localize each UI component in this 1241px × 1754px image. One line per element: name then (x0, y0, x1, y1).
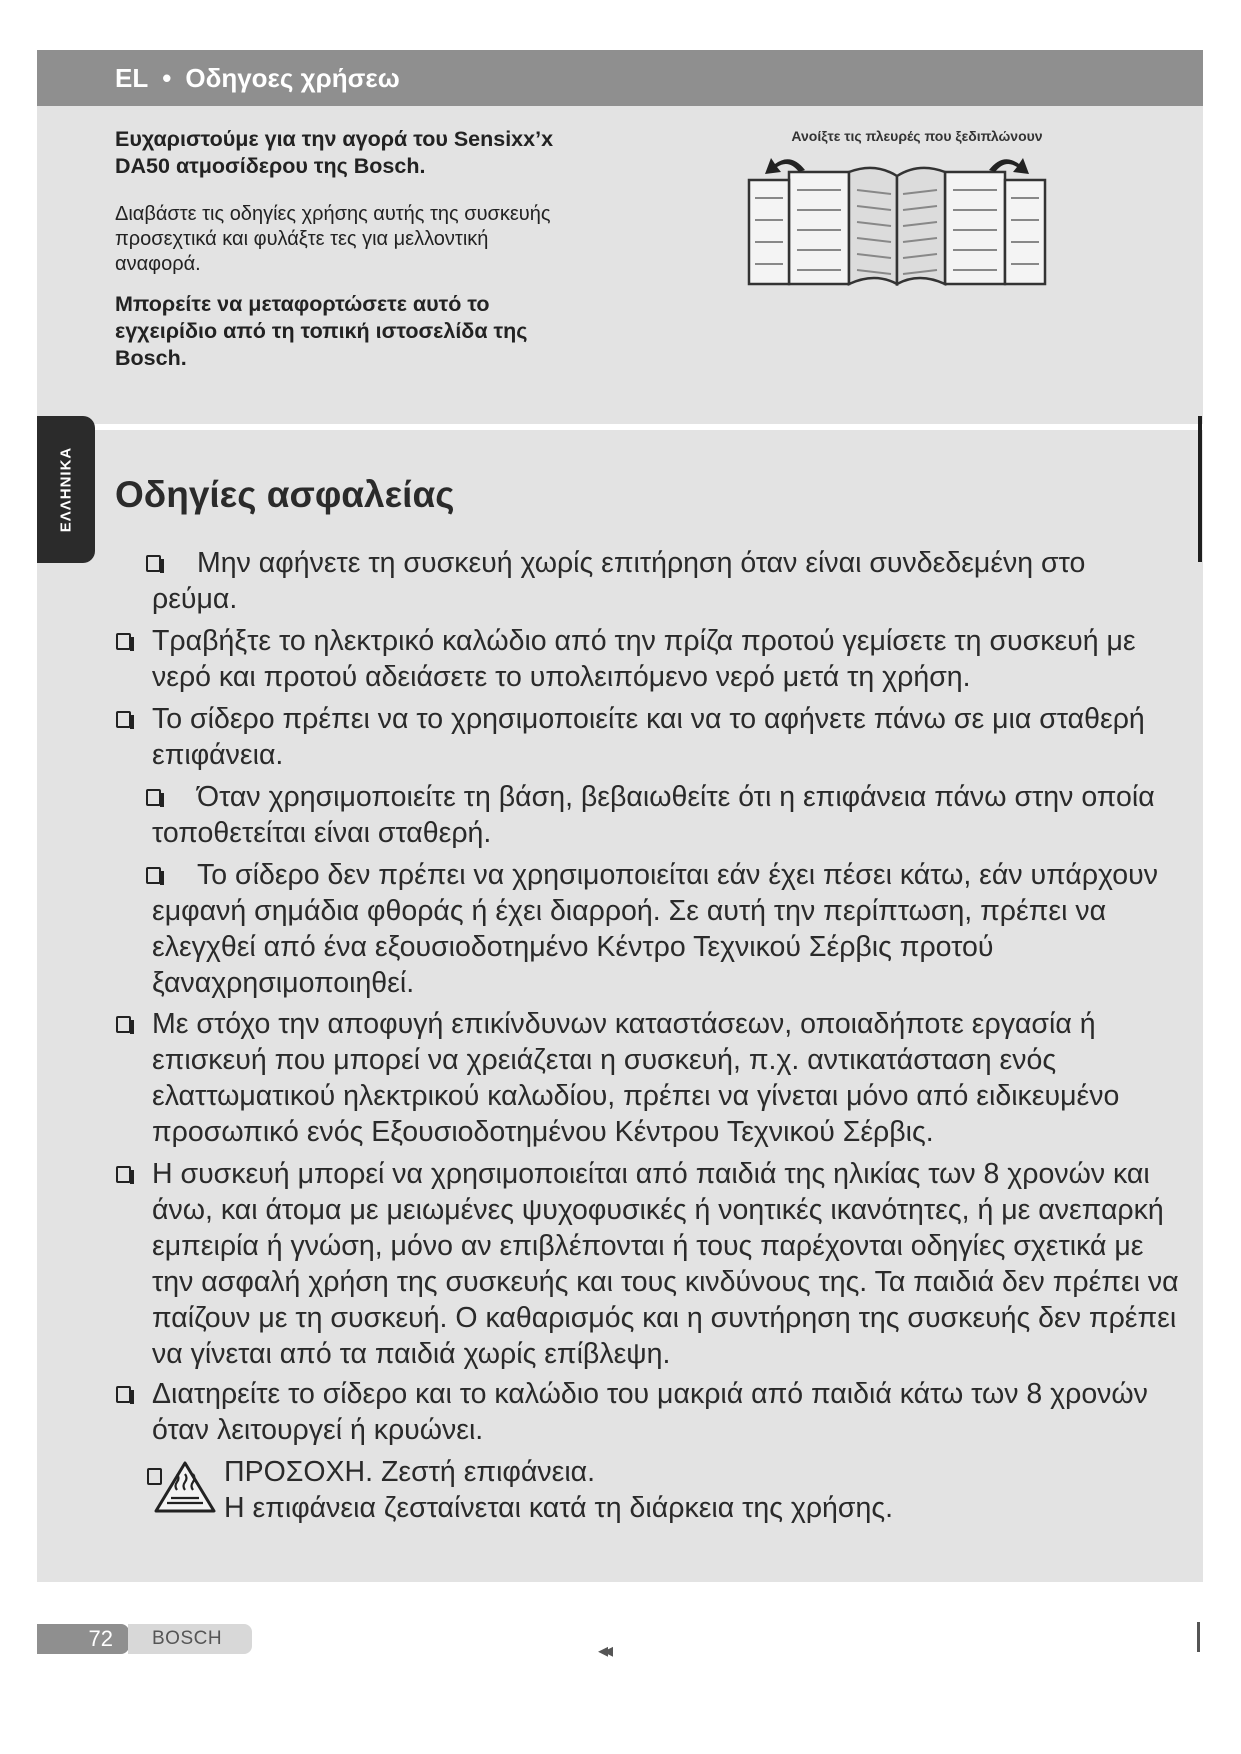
header-separator: • (162, 62, 172, 93)
list-item-text: Με στόχο την αποφυγή επικίνδυνων καταστάσεων, οποιαδήποτε εργασία ή επισκευή που μπορεί να χρειάζεται η συσκευή, π.χ. αντικατάσταση ενός ελαττωματικού ηλεκτρικού καλωδίου, πρέπει να γίνεται μόνο από ειδικευμένο προσωπικό ενός Εξουσιοδοτημένου Κέντρου Τεχνικού Σέρβις. (152, 1008, 1120, 1148)
checkbox-bullet-icon (116, 1386, 131, 1403)
header-bar (37, 50, 1203, 106)
hot-surface-warning-icon (153, 1460, 217, 1514)
list-item-text: Το σίδερο δεν πρέπει να χρησιμοποιείται εάν έχει πέσει κάτω, εάν υπάρχουν εμφανή σημάδια φθοράς ή έχει διαρροή. Σε αυτή την περίπτωση, πρέπει να ελεγχθεί από ένα εξουσιοδοτημένο Κέντρο Τεχνικού Σέρβις προτού ξαναχρησιμοποιηθεί. (152, 859, 1158, 999)
checkbox-bullet-icon (116, 1166, 131, 1183)
list-item (152, 623, 1162, 695)
intro-panel (37, 106, 1203, 424)
checkbox-bullet-icon (146, 867, 161, 884)
intro-download: Μπορείτε να μεταφορτώσετε αυτό το εγχειρίδιο από τη τοπική ιστοσελίδα της Bosch. (115, 292, 528, 370)
unfolding-booklet-icon (747, 150, 1047, 290)
checkbox-bullet-icon (116, 711, 131, 728)
list-item-text: Διατηρείτε το σίδερο και το καλώδιο του μακριά από παιδιά κάτω των 8 χρονών όταν λειτουργεί ή κρυώνει. (152, 1378, 1148, 1446)
side-language-tab (37, 416, 95, 563)
header-title: Οδηγοες χρήσεω (185, 62, 400, 93)
warning-text: Η επιφάνεια ζεσταίνεται κατά τη διάρκεια της χρήσης. (224, 1492, 893, 1524)
checkbox-bullet-icon (116, 633, 131, 650)
right-edge-marker (1198, 416, 1202, 562)
intro-thanks: Ευχαριστούμε για την αγορά του Sensixx’x DA50 ατμοσίδερου της Bosch. (115, 127, 554, 178)
illustration-caption: Ανοίξτε τις πλευρές που ξεδιπλώνουν (791, 128, 1043, 144)
page-number: 72 (37, 1624, 129, 1654)
side-tab-label: ΕΛΛΗΝΙΚΑ (57, 446, 75, 533)
list-item (152, 1156, 1182, 1372)
list-item-text: Τραβήξτε το ηλεκτρικό καλώδιο από την πρίζα προτού γεμίσετε τη συσκευή με νερό και προτού αδειάσετε το υπολειπόμενο νερό μετά τη χρήση. (152, 625, 1136, 693)
list-item (152, 779, 1162, 851)
footer-brand: BOSCH (128, 1624, 252, 1654)
list-item-text: Μην αφήνετε τη συσκευή χωρίς επιτήρηση όταν είναι συνδεδεμένη στο ρεύμα. (152, 547, 1086, 615)
section-title: Οδηγίες ασφαλείας (115, 474, 455, 515)
list-item (152, 1376, 1162, 1448)
list-item (152, 545, 1162, 617)
intro-read-instructions: Διαβάστε τις οδηγίες χρήσης αυτής της συσκευής προσεχτικά και φυλάξτε τες για μελλοντική αναφορά. (115, 203, 551, 275)
page-nav-arrows[interactable]: ◂◂ (598, 1640, 609, 1662)
warning-title: ΠΡΟΣΟΧΗ. Ζεστή επιφάνεια. (224, 1456, 596, 1488)
checkbox-bullet-icon (146, 789, 161, 806)
list-item-text: Η συσκευή μπορεί να χρησιμοποιείται από παιδιά της ηλικίας των 8 χρονών και άνω, και άτομα με μειωμένες ψυχοφυσικές ή νοητικές ικανότητες, ή με ανεπαρκή εμπειρία ή γνώση, μόνο αν επιβλέπονται ή τους παρέχονται οδηγίες σχετικά με την ασφαλή χρήση της συσκευής και τους κινδύνους της. Τα παιδιά δεν πρέπει να παίζουν με τη συσκευή. Ο καθαρισμός και η συντήρηση της συσκευής δεν πρέπει να γίνεται από τα παιδιά χωρίς επίβλεψη. (152, 1158, 1179, 1370)
intro-text (115, 126, 575, 372)
list-item (152, 1006, 1162, 1150)
checkbox-bullet-icon (116, 1016, 131, 1033)
list-item-text: Όταν χρησιμοποιείτε τη βάση, βεβαιωθείτε ότι η επιφάνεια πάνω στην οποία τοποθετείται είναι σταθερή. (152, 781, 1155, 849)
checkbox-bullet-icon (146, 555, 161, 572)
list-item (152, 857, 1162, 1001)
header-lang: EL (115, 62, 149, 93)
list-item-text: Το σίδερο πρέπει να το χρησιμοποιείτε και να το αφήνετε πάνω σε μια σταθερή επιφάνεια. (152, 703, 1145, 771)
list-item (152, 701, 1162, 773)
right-edge-marker-bottom (1197, 1622, 1200, 1652)
